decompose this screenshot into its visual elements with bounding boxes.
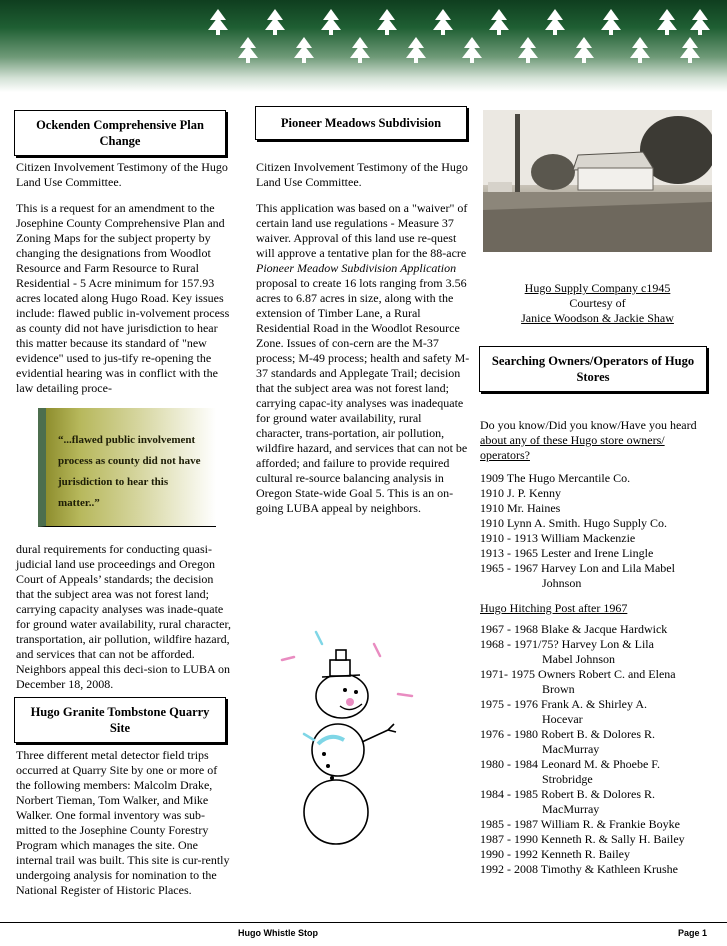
list-item: 1985 - 1987 William R. & Frankie Boyke (480, 817, 680, 831)
ockenden-body (16, 160, 234, 407)
ockenden-paragraph: This is a request for an amendment to the Josephine County Comprehensive Plan and Zoning Maps for the subject property by changing the designations from Woodlot Resource and Farm Resource to Rural Residential - 5 Acre minimum for 157.93 acres located along Hugo Road. Key issues include: flawed public in-volvement process as county did not have jurisdiction to hear this matter because its standard of "new evidence" used to jus-tify re-opening the evidential hearing was in conflict with the law detailing proce- (16, 201, 230, 395)
granite-paragraph: Three different metal detector field trips occurred at Quarry Site by one or more of the following members: Malcolm Drake, Norbert Tieman, Tom Walker, and Mike Walker. One formal inventory was sub-mitted to the Josephine County Forestry Program which manages the site. One internal trail was built. This site is cur-rently undergoing analysis for nomination to the National Register of Historic Places. (16, 748, 230, 897)
section-title-pioneer: Pioneer Meadows Subdivision (255, 106, 467, 140)
pull-quote-text: “...flawed public involvement process as county did not have jurisdiction to hear this matter..” (58, 434, 201, 509)
list-item: Johnson (542, 576, 582, 590)
pioneer-application-name: Pioneer Meadow Subdivision Application (256, 261, 457, 275)
pioneer-text-a: This application was based on a "waiver" of certain land use regulations - Measure 37 waiver. Approval of this land use re-quest will approve a tentative plan for the 88-acre (256, 201, 468, 260)
pioneer-paragraph (256, 201, 470, 516)
list-item: Brown (542, 682, 575, 696)
list-item: 1909 The Hugo Mercantile Co. (480, 471, 631, 485)
snowman-illustration (270, 622, 420, 852)
section-title-owners: Searching Owners/Operators of Hugo Stores (479, 346, 707, 392)
list-item: 1910 - 1913 William Mackenzie (480, 531, 636, 545)
list-item: 1968 - 1971/75? Harvey Lon & Lila (480, 637, 654, 651)
list-item: 1992 - 2008 Timothy & Kathleen Krushe (480, 862, 678, 876)
list-item: 1910 Lynn A. Smith. Hugo Supply Co. (480, 516, 668, 530)
list-item: 1910 J. P. Kenny (480, 486, 562, 500)
list-item: 1965 - 1967 Harvey Lon and Lila Mabel (480, 561, 675, 575)
list-item: 1980 - 1984 Leonard M. & Phoebe F. (480, 757, 661, 771)
pioneer-intro: Citizen Involvement Testimony of the Hugo Land Use Committee. (256, 160, 468, 189)
caption-courtesy: Courtesy of (569, 296, 626, 310)
owners-intro-2: about any of these Hugo store owners/ (480, 433, 665, 447)
page-number: Page 1 (678, 928, 708, 938)
owners-list-early (480, 471, 725, 591)
ockenden-paragraph-cont: dural requirements for conducting quasi-judicial land use proceedings and Oregon Court of Appeals’ standards; the decision that the subject area was not forest land; carrying capacity analyses was inade-quate for ground water availability, rural character, transportation, air pollution, wildfire hazard, and services that can not be afforded. Neighbors appeal this deci-sion to LUBA on December 18, 2008. (16, 542, 231, 691)
granite-body (16, 748, 234, 909)
list-item: 1976 - 1980 Robert B. & Dolores R. (480, 727, 655, 741)
list-item: 1990 - 1992 Kenneth R. Bailey (480, 847, 630, 861)
header-banner (0, 0, 727, 92)
photo-caption (483, 281, 712, 326)
list-item: 1967 - 1968 Blake & Jacque Hardwick (480, 622, 668, 636)
list-item: Strobridge (542, 772, 593, 786)
hitching-post-subhead: Hugo Hitching Post after 1967 (480, 601, 628, 615)
pull-quote (38, 408, 216, 527)
list-item: Mabel Johnson (542, 652, 615, 666)
footer-rule (0, 922, 727, 923)
pioneer-text-b: proposal to create 16 lots ranging from 3.56 acres to 6.87 acres in size, along with the extension of Timber Lane, a Rural Residential Road in the Woodlot Resource Zone. Issues of con-cern are the M-37 process; M-49 process; health and safety M-37 standards and Applegate Trail; decision that the subject area was not forest land; carrying capac-ity analyses was inadequate for ground water availability, rural character, trans-portation, air pollution, wildfire hazard, and services that can not be afforded; and failure to provide required cultural re-source balancing analysis in Oregon State-wide Goal 5. This is an on-going LUBA appeal by neighbors. (256, 276, 470, 515)
caption-title: Hugo Supply Company c1945 (524, 281, 671, 295)
list-item: Hocevar (542, 712, 583, 726)
hugo-supply-photo (483, 110, 712, 252)
list-item: 1987 - 1990 Kenneth R. & Sally H. Bailey (480, 832, 685, 846)
pioneer-body (256, 160, 470, 527)
list-item: 1984 - 1985 Robert B. & Dolores R. (480, 787, 655, 801)
ockenden-continued (16, 542, 234, 703)
section-title-granite: Hugo Granite Tombstone Quarry Site (14, 697, 226, 743)
owners-body (480, 418, 725, 877)
list-item: MacMurray (542, 802, 600, 816)
footer-title: Hugo Whistle Stop (238, 928, 318, 938)
caption-credit: Janice Woodson & Jackie Shaw (521, 311, 674, 325)
list-item: 1971- 1975 Owners Robert C. and Elena (480, 667, 676, 681)
list-item: 1913 - 1965 Lester and Irene Lingle (480, 546, 654, 560)
owners-intro-3: operators? (480, 448, 530, 462)
list-item: MacMurray (542, 742, 600, 756)
list-item: 1975 - 1976 Frank A. & Shirley A. (480, 697, 647, 711)
list-item: 1910 Mr. Haines (480, 501, 561, 515)
owners-list-hitching-post (480, 622, 725, 877)
ockenden-intro: Citizen Involvement Testimony of the Hugo Land Use Committee. (16, 160, 228, 189)
section-title-ockenden: Ockenden Comprehensive Plan Change (14, 110, 226, 156)
owners-intro-1: Do you know/Did you know/Have you heard (480, 418, 697, 432)
